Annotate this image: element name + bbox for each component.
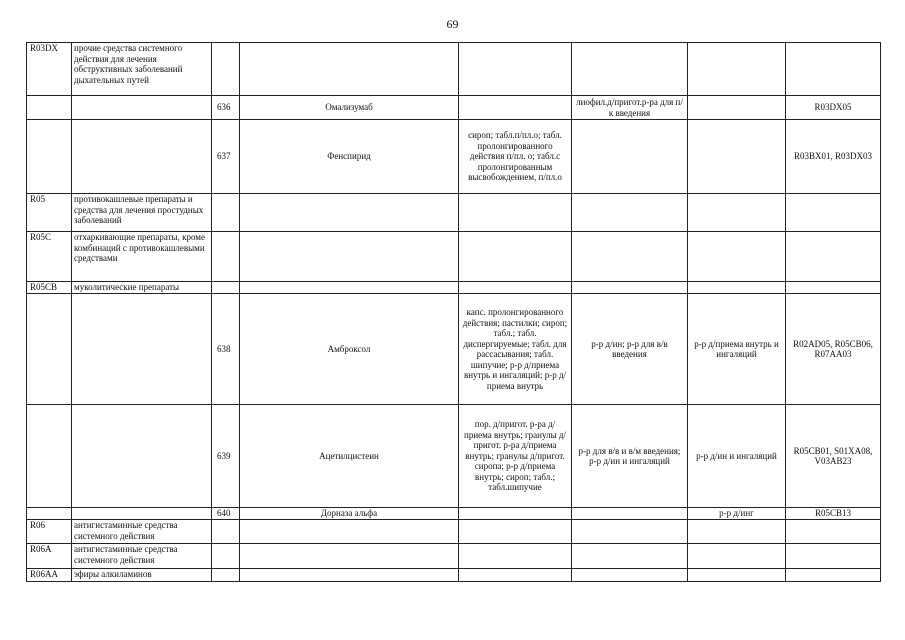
dosage-forms-other [688,194,786,232]
drug-name [240,43,459,96]
drug-name [240,282,459,294]
atc-code: R03BX01, R03DX03 [786,120,881,194]
table-row [27,194,881,232]
dosage-forms-other [688,520,786,544]
atc-code [786,520,881,544]
dosage-forms-other [688,569,786,582]
group-description: отхаркивающие препараты, кроме комбинаций с противокашлевыми средствами [72,232,212,282]
dosage-forms-injection [572,569,688,582]
table-row [27,282,881,294]
item-number: 638 [212,294,240,405]
dosage-forms [459,43,572,96]
drug-name [240,520,459,544]
dosage-forms-other [688,96,786,120]
group-description: муколитические препараты [72,282,212,294]
item-number [212,232,240,282]
dosage-forms-injection [572,282,688,294]
dosage-forms-other [688,282,786,294]
dosage-forms: капс. пролонгированного действия; пастилки; сироп; табл.; табл. диспергируемые; табл. для рассасывания; табл. шипучие; р-р д/приема внутрь и ингаляций; р-р д/приема внутрь [459,294,572,405]
item-number: 637 [212,120,240,194]
atc-code: R02AD05, R05CB06, R07AA03 [786,294,881,405]
page-number: 69 [446,17,459,31]
group-description [72,508,212,520]
dosage-forms-injection: р-р д/ин; р-р для в/в введения [572,294,688,405]
dosage-forms-injection [572,508,688,520]
dosage-forms-injection [572,194,688,232]
atc-group-code: R03DX [27,43,72,96]
drug-list-table [26,42,881,582]
atc-code [786,232,881,282]
item-number [212,520,240,544]
item-number [212,43,240,96]
group-description: эфиры алкиламинов [72,569,212,582]
table-row [27,96,881,120]
atc-group-code [27,294,72,405]
dosage-forms [459,544,572,569]
dosage-forms-other: р-р д/ин и ингаляций [688,405,786,508]
dosage-forms-other [688,232,786,282]
dosage-forms-injection: лиофил.д/пригот.р-ра для п/к введения [572,96,688,120]
drug-name: Дорназа альфа [240,508,459,520]
group-description: антигистаминные средства системного действия [72,544,212,569]
dosage-forms-injection [572,520,688,544]
dosage-forms [459,194,572,232]
dosage-forms-injection [572,232,688,282]
group-description [72,120,212,194]
dosage-forms [459,569,572,582]
atc-code [786,569,881,582]
group-description: прочие средства системного действия для лечения обструктивных заболеваний дыхательных путей [72,43,212,96]
dosage-forms-other [688,120,786,194]
item-number: 640 [212,508,240,520]
atc-group-code [27,96,72,120]
dosage-forms: сироп; табл.п/пл.о; табл. пролонгированного действия п/пл. о; табл.с пролонгированным высвобождением, п/пл.о [459,120,572,194]
drug-name [240,569,459,582]
atc-group-code: R05C [27,232,72,282]
atc-group-code [27,405,72,508]
dosage-forms-other: р-р д/инг [688,508,786,520]
atc-code [786,282,881,294]
atc-code [786,194,881,232]
dosage-forms-other [688,544,786,569]
drug-name: Амброксол [240,294,459,405]
group-description: противокашлевые препараты и средства для лечения простудных заболеваний [72,194,212,232]
atc-code: R03DX05 [786,96,881,120]
dosage-forms [459,508,572,520]
dosage-forms: пор. д/пригот. р-ра д/приема внутрь; гранулы д/пригот. р-ра д/приема внутрь; гранулы д/пригот. сиропа; р-р д/приема внутрь; сироп; табл.; табл.шипучие [459,405,572,508]
item-number [212,569,240,582]
drug-name [240,194,459,232]
atc-group-code: R06 [27,520,72,544]
table-row [27,43,881,96]
atc-code: R05CB13 [786,508,881,520]
atc-group-code [27,508,72,520]
atc-group-code: R06AA [27,569,72,582]
drug-name: Омализумаб [240,96,459,120]
table-row [27,232,881,282]
atc-group-code [27,120,72,194]
item-number: 636 [212,96,240,120]
dosage-forms [459,282,572,294]
atc-group-code: R05CB [27,282,72,294]
group-description [72,96,212,120]
item-number [212,194,240,232]
atc-code [786,43,881,96]
table-row [27,294,881,405]
atc-code [786,544,881,569]
atc-group-code: R06A [27,544,72,569]
item-number [212,544,240,569]
drug-name: Ацетилцистеин [240,405,459,508]
atc-group-code: R05 [27,194,72,232]
item-number [212,282,240,294]
dosage-forms-injection: р-р для в/в и в/м введения; р-р д/ин и ингаляций [572,405,688,508]
item-number: 639 [212,405,240,508]
dosage-forms [459,520,572,544]
dosage-forms [459,96,572,120]
dosage-forms-injection [572,43,688,96]
table-row [27,569,881,582]
group-description: антигистаминные средства системного действия [72,520,212,544]
drug-name [240,544,459,569]
drug-name: Фенспирид [240,120,459,194]
dosage-forms [459,232,572,282]
dosage-forms-other: р-р д/приема внутрь и ингаляций [688,294,786,405]
dosage-forms-injection [572,544,688,569]
drug-name [240,232,459,282]
table-row [27,405,881,508]
dosage-forms-other [688,43,786,96]
group-description [72,294,212,405]
table-row [27,508,881,520]
table-row [27,544,881,569]
table-row [27,120,881,194]
table-row [27,520,881,544]
group-description [72,405,212,508]
dosage-forms-injection [572,120,688,194]
atc-code: R05CB01, S01XA08, V03AB23 [786,405,881,508]
